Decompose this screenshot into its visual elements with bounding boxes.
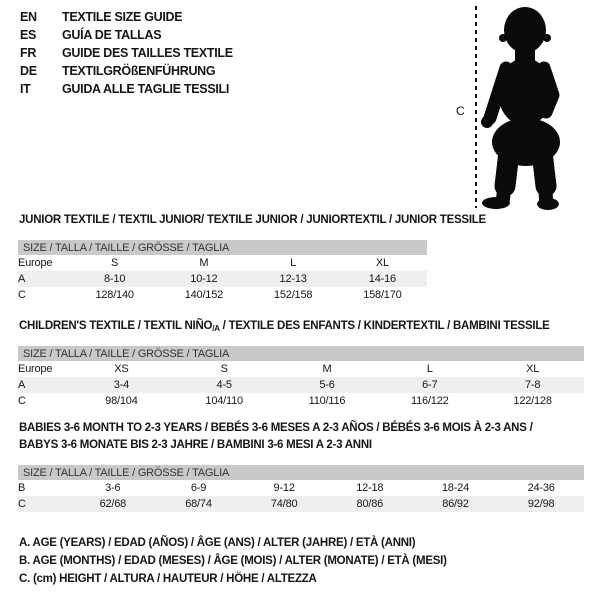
table-cell: 9-12 <box>273 482 295 494</box>
table-cell: S <box>220 363 228 375</box>
children-title-subscript: /A <box>212 324 220 333</box>
children-size-table <box>18 346 584 409</box>
table-cell: 122/128 <box>513 395 552 407</box>
size-band-row <box>18 465 584 480</box>
children-table-title <box>19 318 550 337</box>
table-cell: 7-8 <box>481 377 584 393</box>
row-label: A <box>18 377 70 393</box>
row-label: A <box>18 271 70 287</box>
language-row-en <box>20 8 233 26</box>
size-band-label: SIZE / TALLA / TAILLE / GRÖSSE / TAGLIA <box>18 346 584 361</box>
language-label: GUIDA ALLE TAGLIE TESSILI <box>62 82 230 96</box>
table-cell: 140/152 <box>184 289 224 301</box>
row-label: Europe <box>18 363 53 375</box>
row-label: B <box>18 482 26 494</box>
table-cell: 116/122 <box>411 395 449 407</box>
junior-size-table <box>18 240 427 303</box>
toddler-figure <box>450 0 600 220</box>
legend-note-b: B. AGE (MONTHS) / EDAD (MESES) / ÂGE (MOIS) / ALTER (MONATE) / ETÀ (MESI) <box>19 555 447 567</box>
table-cell: 18-24 <box>441 482 470 494</box>
size-band-row <box>18 346 584 361</box>
table-cell: S <box>111 257 119 269</box>
row-label: C <box>18 289 26 301</box>
table-cell: M <box>199 257 209 269</box>
table-cell: XS <box>114 363 129 375</box>
children-title-suffix: / TEXTILE DES ENFANTS / KINDERTEXTIL / BAMBINI TESSILE <box>219 320 550 332</box>
legend-notes <box>19 534 447 588</box>
table-cell: 6-9 <box>190 482 207 494</box>
language-code: IT <box>20 82 31 96</box>
language-label: GUÍA DE TALLAS <box>62 28 162 42</box>
table-cell: 14-16 <box>338 271 427 287</box>
table-cell: 128/140 <box>95 289 134 301</box>
table-cell: 80/86 <box>327 496 413 512</box>
table-cell: 8-10 <box>70 271 159 287</box>
table-cell: 3-4 <box>70 377 173 393</box>
table-cell: 12-13 <box>249 271 338 287</box>
size-band-label: SIZE / TALLA / TAILLE / GRÖSSE / TAGLIA <box>18 240 427 255</box>
language-code: DE <box>20 64 37 78</box>
language-list <box>20 8 233 98</box>
table-cell: 86/92 <box>413 496 499 512</box>
language-code: FR <box>20 46 37 60</box>
babies-title-line2: BABYS 3-6 MONATE BIS 2-3 JAHRE / BAMBINI 3-6 MESI A 2-3 ANNI <box>19 439 372 451</box>
table-cell: XL <box>375 257 389 269</box>
size-band-label: SIZE / TALLA / TAILLE / GRÖSSE / TAGLIA <box>18 465 584 480</box>
table-cell: 152/158 <box>273 289 313 301</box>
table-cell: 110/116 <box>308 395 346 407</box>
language-label: TEXTILGRÖßENFÜHRUNG <box>62 64 216 78</box>
table-row <box>18 496 584 512</box>
legend-note-a: A. AGE (YEARS) / EDAD (AÑOS) / ÂGE (ANS) / ALTER (JAHRE) / ETÀ (ANNI) <box>19 537 416 549</box>
table-cell: 10-12 <box>159 271 248 287</box>
table-cell: 6-7 <box>378 377 481 393</box>
toddler-body <box>482 7 560 210</box>
junior-table-title <box>19 212 486 229</box>
language-row-fr <box>20 44 233 62</box>
row-label: Europe <box>18 257 53 269</box>
junior-table-title-text: JUNIOR TEXTILE / TEXTIL JUNIOR/ TEXTILE JUNIOR / JUNIORTEXTIL / JUNIOR TESSILE <box>19 214 486 226</box>
table-row <box>18 361 584 377</box>
table-row <box>18 287 427 303</box>
table-cell: 4-5 <box>173 377 276 393</box>
babies-size-table <box>18 465 584 512</box>
language-label: TEXTILE SIZE GUIDE <box>62 10 183 24</box>
table-cell: 68/74 <box>156 496 242 512</box>
table-cell: 3-6 <box>105 482 121 494</box>
table-cell: 92/98 <box>498 496 584 512</box>
table-cell: 104/110 <box>205 395 243 407</box>
table-row <box>18 393 584 409</box>
language-row-es <box>20 26 233 44</box>
language-code: EN <box>20 10 37 24</box>
language-code: ES <box>20 28 37 42</box>
children-title-prefix: CHILDREN'S TEXTILE / TEXTIL NIÑO <box>19 320 213 332</box>
table-row <box>18 377 584 393</box>
language-label: GUIDE DES TAILLES TEXTILE <box>62 46 233 60</box>
row-label: C <box>18 496 70 512</box>
table-cell: 12-18 <box>356 482 384 494</box>
language-row-it <box>20 80 233 98</box>
language-row-de <box>20 62 233 80</box>
height-measure-label: C <box>456 104 465 118</box>
table-cell: 24-36 <box>527 482 555 494</box>
babies-table-title <box>19 420 533 454</box>
table-cell: XL <box>526 363 540 375</box>
legend-note-c: C. (cm) HEIGHT / ALTURA / HAUTEUR / HÖHE / ALTEZZA <box>19 573 317 585</box>
table-row <box>18 480 584 496</box>
babies-title-line1: BABIES 3-6 MONTH TO 2-3 YEARS / BEBÉS 3-6 MESES A 2-3 AÑOS / BÉBÉS 3-6 MOIS À 2-3 ANS / <box>19 422 533 434</box>
table-row <box>18 271 427 287</box>
table-row <box>18 255 427 271</box>
table-cell: L <box>426 363 433 375</box>
table-cell: 98/104 <box>105 395 138 407</box>
table-cell: 158/170 <box>363 289 402 301</box>
table-cell: 5-6 <box>276 377 379 393</box>
table-cell: L <box>290 257 297 269</box>
row-label: C <box>18 395 26 407</box>
table-cell: M <box>322 363 332 375</box>
size-band-row <box>18 240 427 255</box>
table-cell: 62/68 <box>70 496 156 512</box>
toddler-silhouette <box>450 0 600 220</box>
table-cell: 74/80 <box>241 496 327 512</box>
